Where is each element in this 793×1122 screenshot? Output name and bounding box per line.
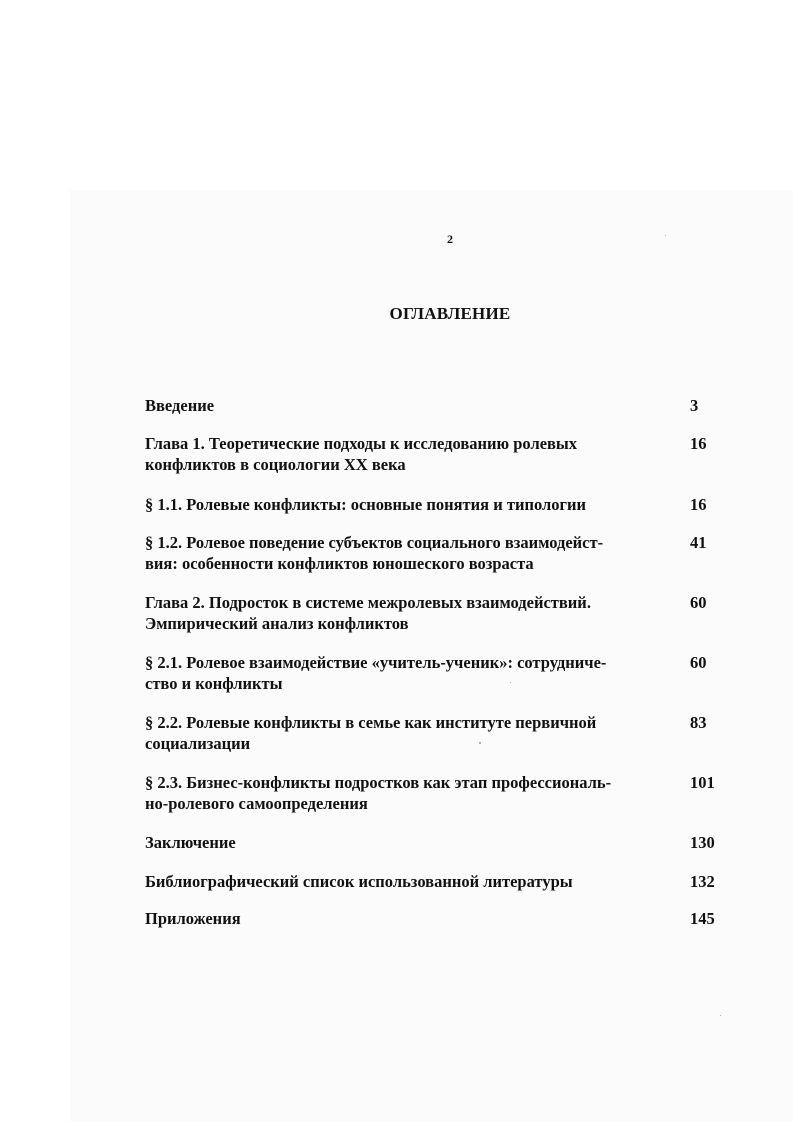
toc-entry-page-number: 16 [690,434,707,453]
toc-entry-text-line: Глава 1. Теоретические подходы к исследованию ролевых [145,434,578,453]
toc-entry-text-line: § 2.1. Ролевое взаимодействие «учитель-ученик»: сотрудниче- [145,653,607,672]
toc-entry-page-number: 60 [690,653,707,672]
toc-entry-introduction [145,395,675,416]
toc-entry-text-line: но-ролевого самоопределения [145,794,368,813]
toc-entry-page-number: 130 [690,833,715,852]
toc-entry-section-2-2 [145,712,675,754]
scan-speck [510,682,511,683]
table-of-contents-title: ОГЛАВЛЕНИЕ [389,304,511,323]
toc-entry-text-line: § 2.2. Ролевые конфликты в семье как институте первичной [145,713,597,732]
toc-entry-appendices [145,908,675,929]
toc-entry-text-line: конфликтов в социологии XX века [145,455,406,474]
scan-speck [479,742,481,744]
toc-entry-text-line: ство и конфликты [145,674,283,693]
toc-entry-page-number: 3 [690,396,699,415]
toc-entry-chapter-1 [145,433,675,475]
toc-entry-conclusion [145,832,675,853]
toc-entry-page-number: 83 [690,713,707,732]
toc-entry-text-line: Эмпирический анализ конфликтов [145,614,409,633]
toc-entry-text-line: Приложения [145,909,241,928]
toc-entry-section-2-3 [145,772,675,814]
toc-entry-section-2-1 [145,652,675,694]
toc-entry-text-line: § 1.2. Ролевое поведение субъектов социального взаимодейст- [145,533,604,552]
toc-entry-text-line: Глава 2. Подросток в системе межролевых взаимодействий. [145,593,591,612]
toc-entry-text-line: Введение [145,396,215,415]
toc-entry-page-number: 101 [690,773,715,792]
toc-entry-text-line: социализации [145,734,251,753]
toc-entry-text-line: § 2.3. Бизнес-конфликты подростков как этап профессиональ- [145,773,612,792]
toc-entry-text-line: вия: особенности конфликтов юношеского возраста [145,554,534,573]
toc-entry-section-1-2 [145,532,675,574]
toc-entry-chapter-2 [145,592,675,634]
toc-entry-page-number: 132 [690,872,715,891]
toc-entry-text-line: Библиографический список использованной литературы [145,872,573,891]
toc-entry-text-line: § 1.1. Ролевые конфликты: основные понятия и типологии [145,495,587,514]
scan-speck [665,235,666,236]
scan-speck [720,1015,721,1016]
toc-entry-text-line: Заключение [145,833,236,852]
toc-entry-page-number: 145 [690,909,715,928]
toc-entry-page-number: 16 [690,495,707,514]
toc-entry-bibliography [145,871,675,892]
toc-entry-section-1-1 [145,494,675,515]
page-number: 2 [447,232,453,246]
toc-entry-page-number: 60 [690,593,707,612]
toc-entry-page-number: 41 [690,533,707,552]
